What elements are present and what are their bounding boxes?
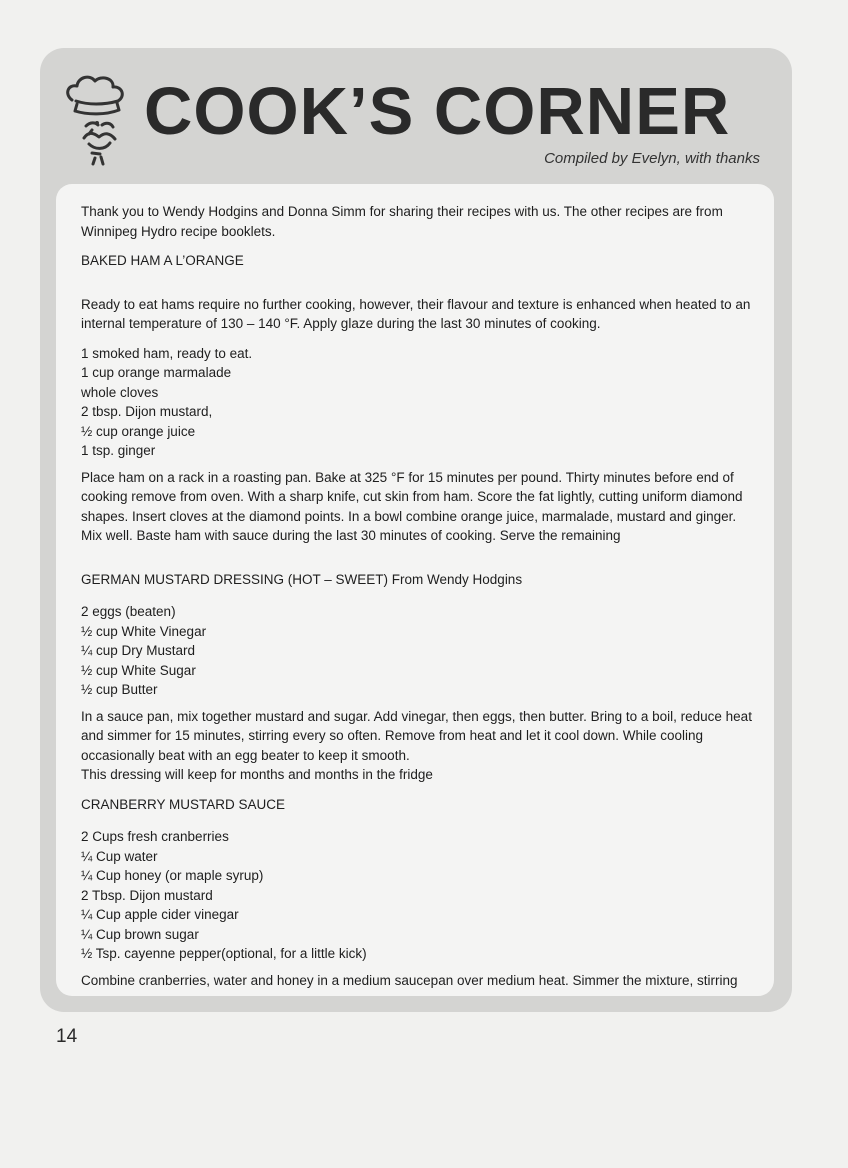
recipe-title: GERMAN MUSTARD DRESSING (HOT – SWEET) From Wendy Hodgins — [81, 571, 523, 587]
ingredient: ¼ Cup water — [81, 848, 158, 864]
page-number: 14 — [56, 1026, 78, 1047]
recipe-method: Combine cranberries, water and honey in a medium saucepan over medium heat. Simmer the mixture, stirring — [81, 972, 738, 988]
ingredient-list — [81, 827, 753, 964]
recipe-title: CRANBERRY MUSTARD SAUCE — [81, 796, 286, 812]
ingredient: 2 Tbsp. Dijon mustard — [81, 887, 213, 903]
ingredient: ¼ Cup brown sugar — [81, 926, 199, 942]
ingredient: 1 cup orange marmalade — [81, 365, 232, 380]
ingredient: ½ Tsp. cayenne pepper(optional, for a little kick) — [81, 946, 367, 961]
ingredient: 1 tsp. ginger — [81, 443, 156, 458]
content-panel — [56, 184, 774, 996]
ingredient: ¼ cup Dry Mustard — [81, 643, 196, 658]
ingredient: ½ cup White Sugar — [81, 662, 196, 678]
recipe-method: Place ham on a rack in a roasting pan. Bake at 325 °F for 15 minutes per pound. Thirty minutes before end of cooking remove from oven. With a sharp knife, cut skin from ham. Score the fat lightly, cutting uniform diamond shapes. Insert cloves at the diamond points. In a bowl combine orange juice, marmalade, mustard and ginger. Mix well. Baste ham with sauce during the last 30 minutes of cooking. Serve the remaining — [81, 469, 743, 543]
ingredient: whole cloves — [81, 384, 159, 400]
recipe-note: Ready to eat hams require no further cooking, however, their flavour and texture is enhanced when heated to an internal temperature of 130 – 140 °F. Apply glaze during the last 30 minutes of cooking. — [81, 296, 751, 331]
ingredient: 2 tbsp. Dijon mustard, — [81, 404, 213, 419]
recipe-text — [81, 202, 753, 1000]
recipe-method: In a sauce pan, mix together mustard and sugar. Add vinegar, then eggs, then butter. Bring to a boil, reduce heat and simmer for 15 minutes, stirring every so often. Remove from heat and let it cool down. While cooling occasionally beat with an egg beater to keep it smooth. — [81, 708, 752, 763]
page-title: COOK’S CORNER — [144, 74, 731, 149]
recipe-method-note: This dressing will keep for months and months in the fridge — [81, 767, 433, 782]
ingredient: ½ cup Butter — [81, 682, 158, 697]
ingredient: ½ cup orange juice — [81, 423, 196, 439]
ingredient: 2 eggs (beaten) — [81, 604, 176, 619]
intro-paragraph: Thank you to Wendy Hodgins and Donna Simm for sharing their recipes with us. The other recipes are from Winnipeg Hydro recipe booklets. — [81, 204, 723, 239]
article-header — [40, 48, 792, 184]
ingredient-list — [81, 602, 753, 700]
ingredient: 2 Cups fresh cranberries — [81, 829, 229, 844]
ingredient-list — [81, 344, 753, 461]
byline: Compiled by Evelyn, with thanks — [544, 150, 760, 167]
ingredient: 1 smoked ham, ready to eat. — [81, 345, 253, 361]
recipe-title: BAKED HAM A L’ORANGE — [81, 253, 244, 268]
ingredient: ½ cup White Vinegar — [81, 623, 207, 639]
ingredient: ¼ Cup apple cider vinegar — [81, 907, 239, 922]
ingredient: ¼ Cup honey (or maple syrup) — [81, 868, 264, 883]
chef-icon — [62, 74, 134, 166]
